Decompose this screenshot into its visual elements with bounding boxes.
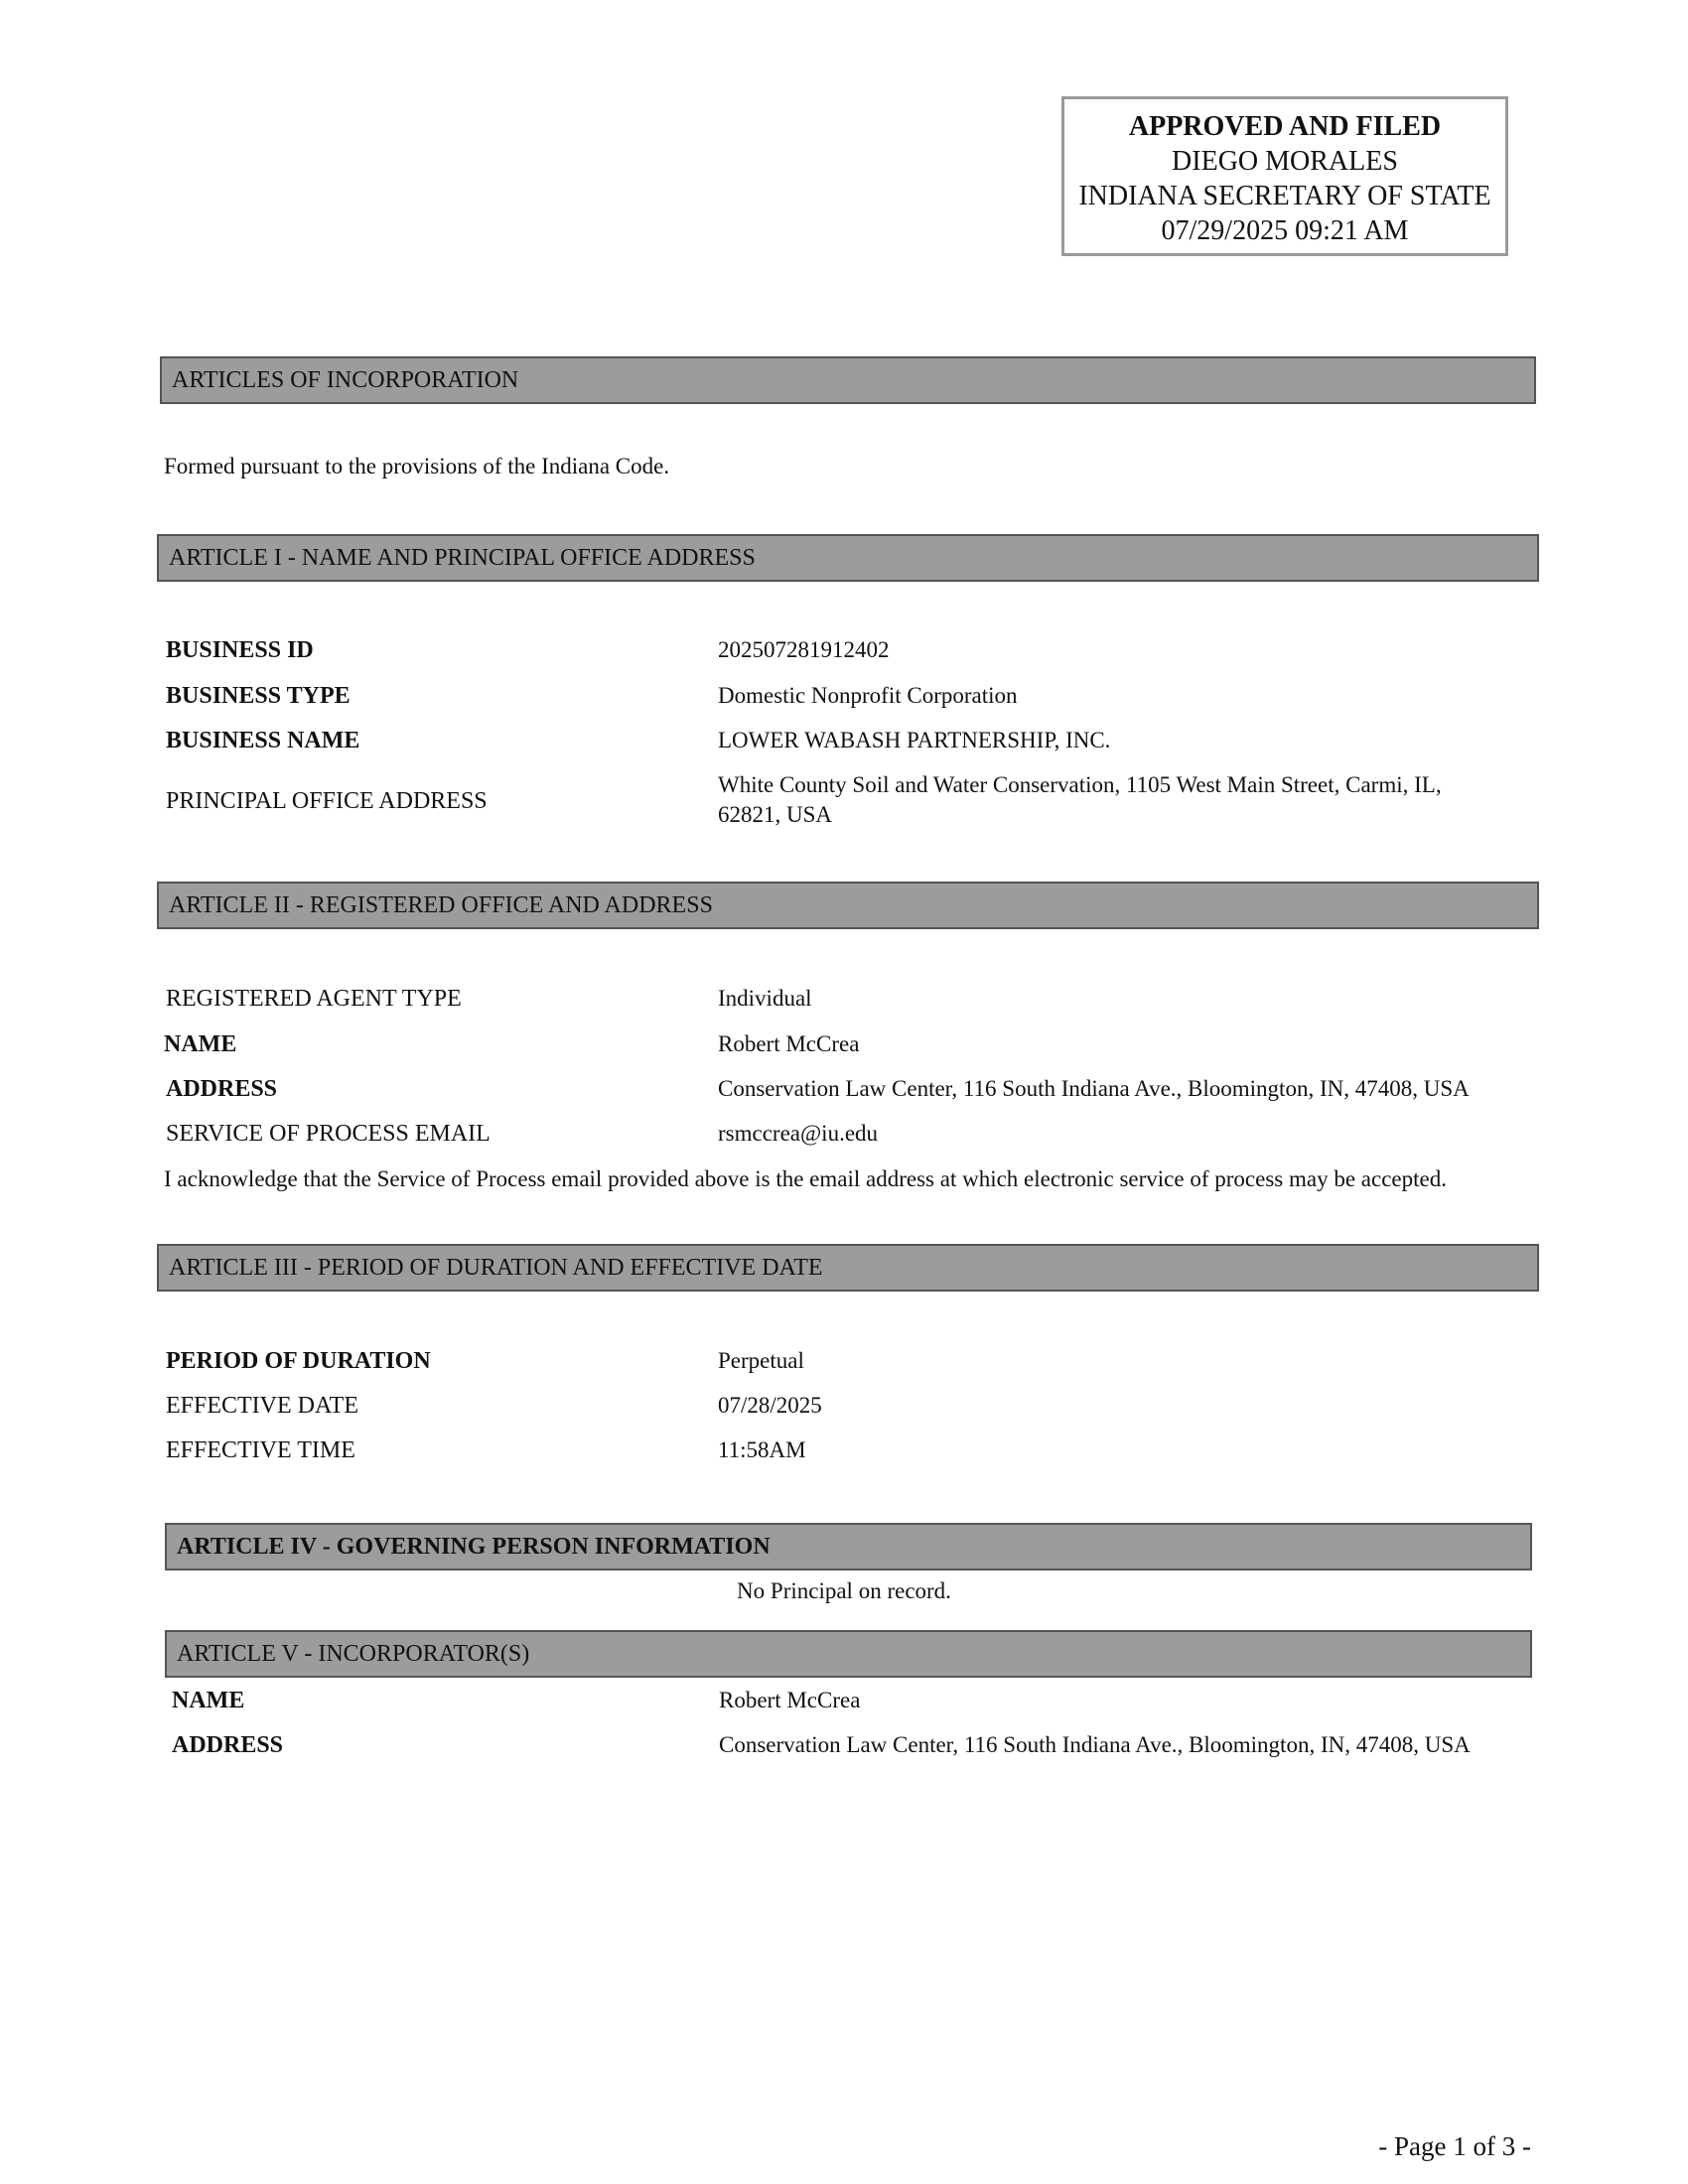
incorporator-name-value: Robert McCrea xyxy=(719,1688,861,1712)
business-name-value: LOWER WABASH PARTNERSHIP, INC. xyxy=(718,728,1111,752)
agent-name-value: Robert McCrea xyxy=(718,1031,860,1056)
article1-title-bar: ARTICLE I - NAME AND PRINCIPAL OFFICE ADDRESS xyxy=(157,534,1539,582)
stamp-status: APPROVED AND FILED xyxy=(1128,111,1442,142)
effective-time-value: 11:58AM xyxy=(718,1437,806,1462)
article5-title-bar: ARTICLE V - INCORPORATOR(S) xyxy=(165,1630,1532,1678)
agent-address-label: ADDRESS xyxy=(166,1076,278,1102)
stamp-official: DIEGO MORALES xyxy=(1172,146,1398,177)
article3-title-bar: ARTICLE III - PERIOD OF DURATION AND EFFECTIVE DATE xyxy=(157,1244,1539,1292)
effective-time-label: EFFECTIVE TIME xyxy=(166,1437,355,1463)
business-name-label: BUSINESS NAME xyxy=(166,728,360,753)
business-id-value: 202507281912402 xyxy=(718,637,890,662)
agent-address-value: Conservation Law Center, 116 South Indiana Ave., Bloomington, IN, 47408, USA xyxy=(718,1076,1470,1101)
stamp-timestamp: 07/29/2025 09:21 AM xyxy=(1161,215,1409,246)
incorporator-address-value: Conservation Law Center, 116 South Indiana Ave., Bloomington, IN, 47408, USA xyxy=(719,1732,1471,1757)
document-title-bar: ARTICLES OF INCORPORATION xyxy=(160,356,1536,404)
filing-stamp xyxy=(1061,96,1508,256)
duration-label: PERIOD OF DURATION xyxy=(166,1348,431,1374)
service-email-value: rsmccrea@iu.edu xyxy=(718,1121,879,1146)
duration-value: Perpetual xyxy=(718,1348,804,1373)
intro-text: Formed pursuant to the provisions of the Indiana Code. xyxy=(164,454,670,478)
principal-address-line2: 62821, USA xyxy=(718,802,833,827)
principal-address-label: PRINCIPAL OFFICE ADDRESS xyxy=(166,788,488,814)
business-type-label: BUSINESS TYPE xyxy=(166,683,351,709)
principal-address-value xyxy=(718,770,1512,830)
effective-date-label: EFFECTIVE DATE xyxy=(166,1393,358,1419)
service-acknowledgement: I acknowledge that the Service of Process email provided above is the email address at which electronic service of process may be accepted. xyxy=(164,1166,1447,1191)
article2-title-bar: ARTICLE II - REGISTERED OFFICE AND ADDRESS xyxy=(157,882,1539,929)
page-number: - Page 1 of 3 - xyxy=(1378,2131,1531,2161)
agent-type-label: REGISTERED AGENT TYPE xyxy=(166,986,462,1012)
agent-name-label: NAME xyxy=(164,1031,237,1057)
service-email-label: SERVICE OF PROCESS EMAIL xyxy=(166,1121,491,1147)
business-id-label: BUSINESS ID xyxy=(166,637,314,663)
business-type-value: Domestic Nonprofit Corporation xyxy=(718,683,1018,708)
no-principal-note: No Principal on record. xyxy=(737,1578,951,1603)
incorporator-name-label: NAME xyxy=(172,1688,245,1713)
principal-address-line1: White County Soil and Water Conservation, 1105 West Main Street, Carmi, IL, xyxy=(718,772,1442,797)
stamp-office: INDIANA SECRETARY OF STATE xyxy=(1078,181,1491,211)
effective-date-value: 07/28/2025 xyxy=(718,1393,822,1418)
agent-type-value: Individual xyxy=(718,986,812,1011)
incorporator-address-label: ADDRESS xyxy=(172,1732,284,1758)
article4-title-bar: ARTICLE IV - GOVERNING PERSON INFORMATION xyxy=(165,1523,1532,1570)
